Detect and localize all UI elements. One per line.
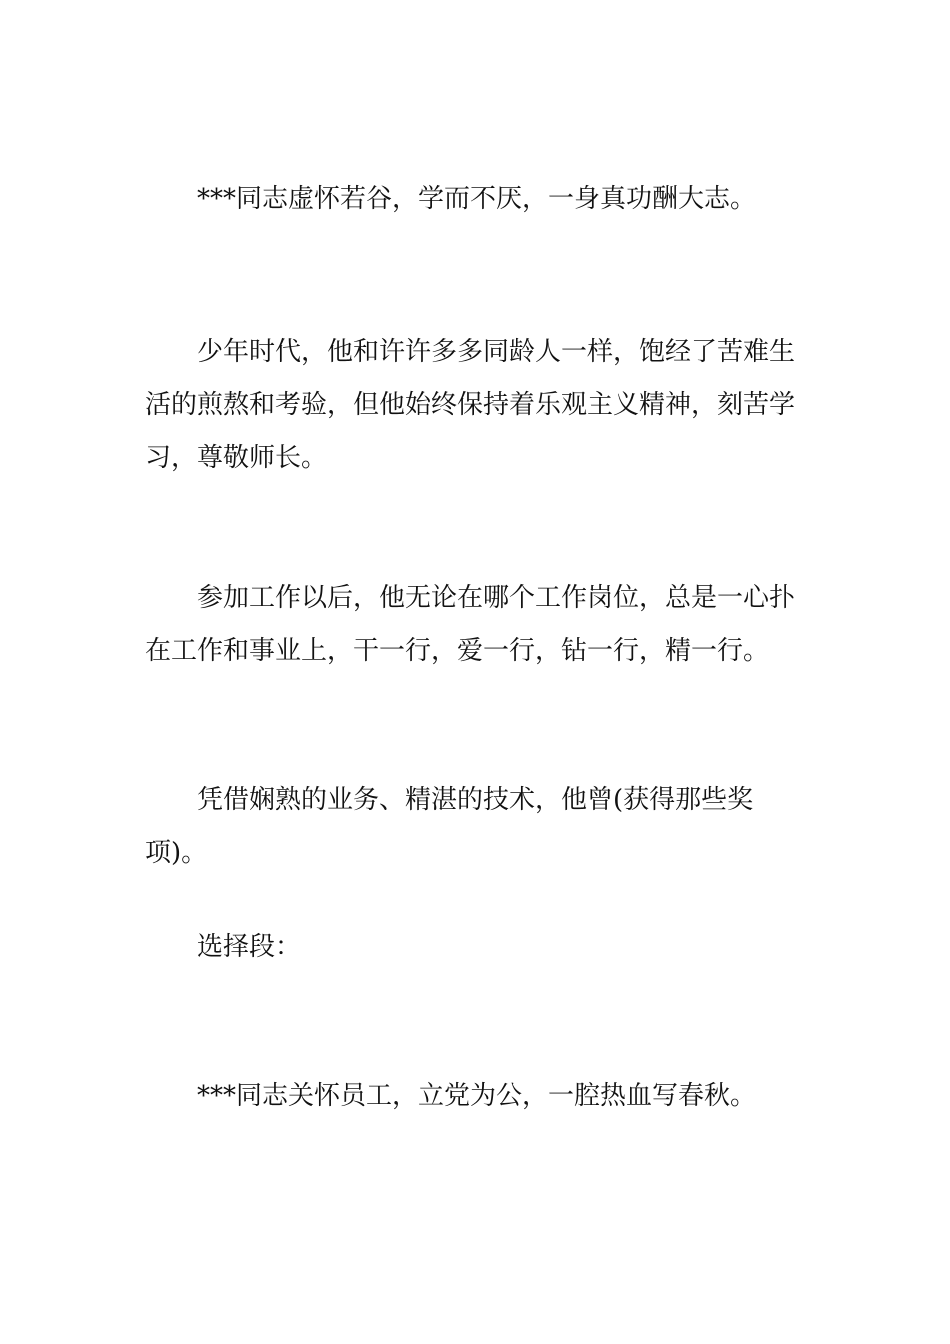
paragraph-1: ***同志虚怀若谷，学而不厌，一身真功酬大志。 xyxy=(197,184,757,214)
paragraph-4: 凭借娴熟的业务、精湛的技术，他曾(获得那些奖项)。 xyxy=(145,785,754,868)
paragraph-6: ***同志关怀员工，立党为公，一腔热血写春秋。 xyxy=(197,1081,757,1111)
paragraph-5: 选择段： xyxy=(197,932,302,962)
paragraph-3: 参加工作以后，他无论在哪个工作岗位，总是一心扑在工作和事业上，干一行，爱一行，钻一行，精一行。 xyxy=(145,583,796,666)
paragraph-2: 少年时代，他和许许多多同龄人一样，饱经了苦难生活的煎熬和考验，但他始终保持着乐观主义精神，刻苦学习，尊敬师长。 xyxy=(145,337,796,473)
